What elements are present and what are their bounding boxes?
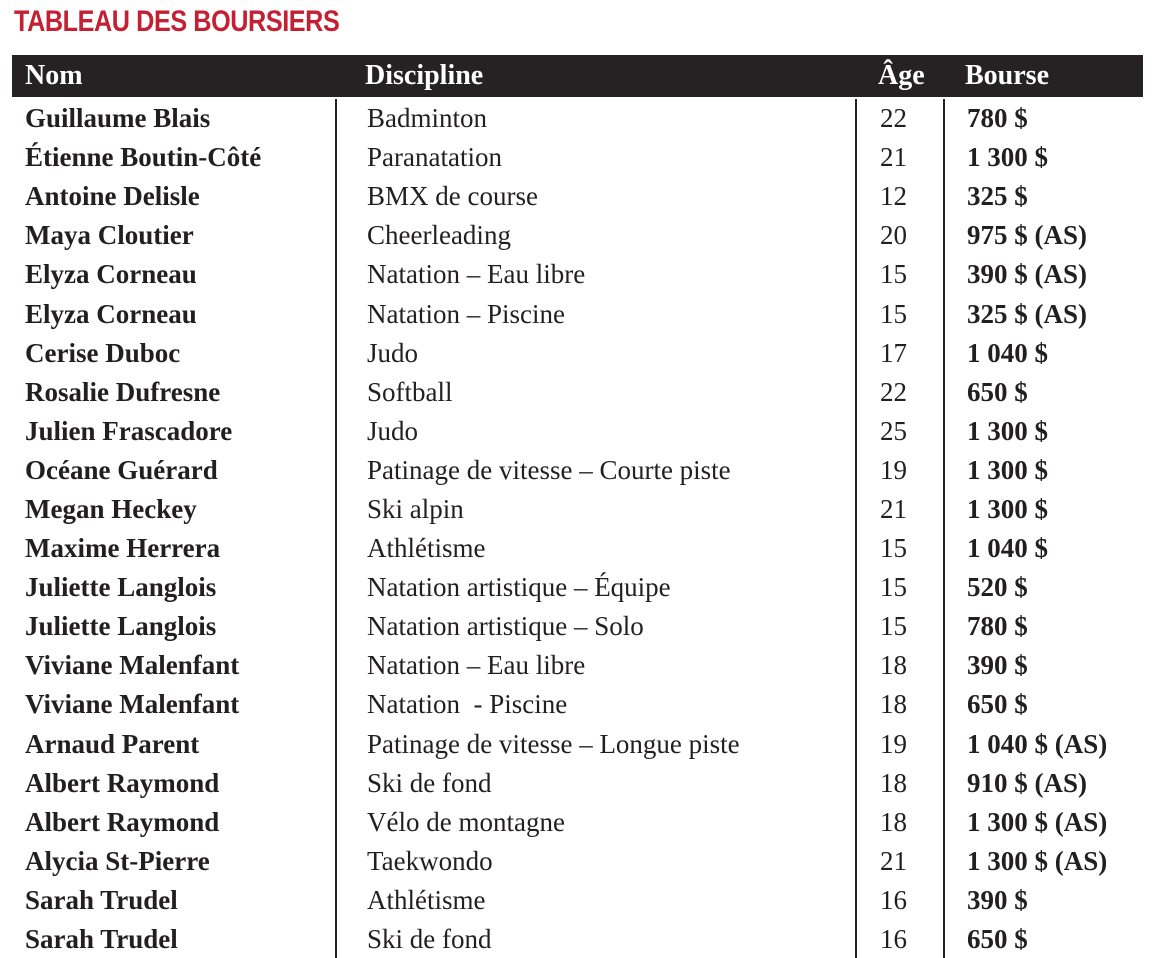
cell-nom: Maya Cloutier: [25, 220, 194, 251]
table-row: [12, 607, 1143, 646]
cell-age: 20: [855, 216, 943, 255]
table-row: [12, 646, 1143, 685]
cell-discipline: Athlétisme: [335, 881, 855, 920]
table-row: [12, 216, 1143, 255]
cell-nom: Juliette Langlois: [25, 572, 217, 603]
cell-age: 21: [855, 842, 943, 881]
table-row: [12, 177, 1143, 216]
cell-discipline: Judo: [335, 334, 855, 373]
cell-age: 15: [855, 294, 943, 333]
table-row: [12, 568, 1143, 607]
column-header-discipline: Discipline: [365, 60, 484, 91]
table-row: [12, 685, 1143, 724]
cell-nom: Elyza Corneau: [25, 259, 197, 290]
cell-nom: Elyza Corneau: [25, 298, 197, 329]
table-row: [12, 920, 1143, 958]
table-row: [12, 529, 1143, 568]
cell-nom: Albert Raymond: [25, 767, 220, 798]
cell-bourse: 325 $ (AS): [943, 294, 1143, 333]
cell-bourse: 1 040 $: [943, 334, 1143, 373]
cell-nom: Rosalie Dufresne: [25, 376, 221, 407]
cell-bourse: 1 040 $: [943, 529, 1143, 568]
cell-discipline: Softball: [335, 373, 855, 412]
cell-age: 18: [855, 803, 943, 842]
cell-nom: Guillaume Blais: [25, 103, 211, 134]
cell-bourse: 1 300 $: [943, 138, 1143, 177]
column-header-bourse: Bourse: [965, 60, 1049, 91]
column-header-age: Âge: [878, 60, 925, 91]
column-header-nom: Nom: [25, 60, 83, 91]
table-header-row: [12, 55, 1143, 97]
cell-discipline: Natation – Eau libre: [335, 646, 855, 685]
table-row: [12, 881, 1143, 920]
table-row: [12, 842, 1143, 881]
cell-bourse: 325 $: [943, 177, 1143, 216]
cell-discipline: Patinage de vitesse – Courte piste: [335, 451, 855, 490]
cell-discipline: Badminton: [335, 99, 855, 138]
cell-discipline: Natation artistique – Équipe: [335, 568, 855, 607]
cell-nom: Océane Guérard: [25, 454, 218, 485]
cell-nom: Étienne Boutin-Côté: [25, 142, 262, 173]
cell-discipline: Natation – Eau libre: [335, 255, 855, 294]
cell-bourse: 390 $: [943, 646, 1143, 685]
cell-discipline: Natation – Piscine: [335, 294, 855, 333]
table-row: [12, 373, 1143, 412]
page-title: TABLEAU DES BOURSIERS: [14, 5, 340, 38]
cell-age: 16: [855, 920, 943, 958]
cell-nom: Julien Frascadore: [25, 415, 233, 446]
cell-age: 19: [855, 725, 943, 764]
cell-discipline: Patinage de vitesse – Longue piste: [335, 725, 855, 764]
cell-age: 17: [855, 334, 943, 373]
table-row: [12, 412, 1143, 451]
table-row: [12, 138, 1143, 177]
cell-nom: Cerise Duboc: [25, 337, 181, 368]
cell-bourse: 1 300 $: [943, 412, 1143, 451]
boursiers-table: [12, 55, 1143, 958]
cell-bourse: 650 $: [943, 373, 1143, 412]
table-row: [12, 294, 1143, 333]
cell-discipline: Ski de fond: [335, 764, 855, 803]
cell-discipline: Paranatation: [335, 138, 855, 177]
cell-age: 21: [855, 490, 943, 529]
cell-bourse: 1 300 $ (AS): [943, 803, 1143, 842]
table-row: [12, 764, 1143, 803]
cell-bourse: 1 300 $ (AS): [943, 842, 1143, 881]
table-row: [12, 451, 1143, 490]
cell-age: 15: [855, 568, 943, 607]
cell-bourse: 1 040 $ (AS): [943, 725, 1143, 764]
cell-discipline: Vélo de montagne: [335, 803, 855, 842]
table-row: [12, 490, 1143, 529]
cell-nom: Antoine Delisle: [25, 181, 200, 212]
cell-bourse: 780 $: [943, 99, 1143, 138]
cell-bourse: 780 $: [943, 607, 1143, 646]
cell-bourse: 390 $: [943, 881, 1143, 920]
cell-nom: Sarah Trudel: [25, 924, 178, 955]
cell-age: 18: [855, 646, 943, 685]
cell-bourse: 1 300 $: [943, 451, 1143, 490]
cell-age: 25: [855, 412, 943, 451]
table-row: [12, 725, 1143, 764]
cell-age: 15: [855, 529, 943, 568]
cell-bourse: 520 $: [943, 568, 1143, 607]
cell-discipline: Natation artistique – Solo: [335, 607, 855, 646]
cell-age: 21: [855, 138, 943, 177]
cell-discipline: Judo: [335, 412, 855, 451]
cell-age: 22: [855, 99, 943, 138]
cell-nom: Alycia St-Pierre: [25, 845, 210, 876]
cell-bourse: 650 $: [943, 920, 1143, 958]
cell-discipline: Ski alpin: [335, 490, 855, 529]
cell-discipline: Ski de fond: [335, 920, 855, 958]
cell-bourse: 910 $ (AS): [943, 764, 1143, 803]
cell-bourse: 390 $ (AS): [943, 255, 1143, 294]
cell-age: 15: [855, 255, 943, 294]
cell-discipline: Taekwondo: [335, 842, 855, 881]
cell-age: 12: [855, 177, 943, 216]
cell-bourse: 650 $: [943, 685, 1143, 724]
cell-age: 19: [855, 451, 943, 490]
cell-discipline: Athlétisme: [335, 529, 855, 568]
table-row: [12, 99, 1143, 138]
cell-age: 18: [855, 764, 943, 803]
cell-discipline: Natation - Piscine: [335, 685, 855, 724]
cell-age: 22: [855, 373, 943, 412]
cell-age: 16: [855, 881, 943, 920]
cell-nom: Albert Raymond: [25, 806, 220, 837]
table-row: [12, 334, 1143, 373]
cell-age: 18: [855, 685, 943, 724]
cell-nom: Sarah Trudel: [25, 884, 178, 915]
cell-nom: Viviane Malenfant: [25, 689, 240, 720]
cell-nom: Juliette Langlois: [25, 611, 217, 642]
cell-nom: Maxime Herrera: [25, 533, 221, 564]
table-row: [12, 255, 1143, 294]
cell-nom: Viviane Malenfant: [25, 650, 240, 681]
cell-discipline: BMX de course: [335, 177, 855, 216]
cell-discipline: Cheerleading: [335, 216, 855, 255]
cell-bourse: 1 300 $: [943, 490, 1143, 529]
table-body: [12, 97, 1143, 958]
cell-nom: Megan Heckey: [25, 493, 197, 524]
cell-bourse: 975 $ (AS): [943, 216, 1143, 255]
cell-nom: Arnaud Parent: [25, 728, 200, 759]
table-row: [12, 803, 1143, 842]
cell-age: 15: [855, 607, 943, 646]
